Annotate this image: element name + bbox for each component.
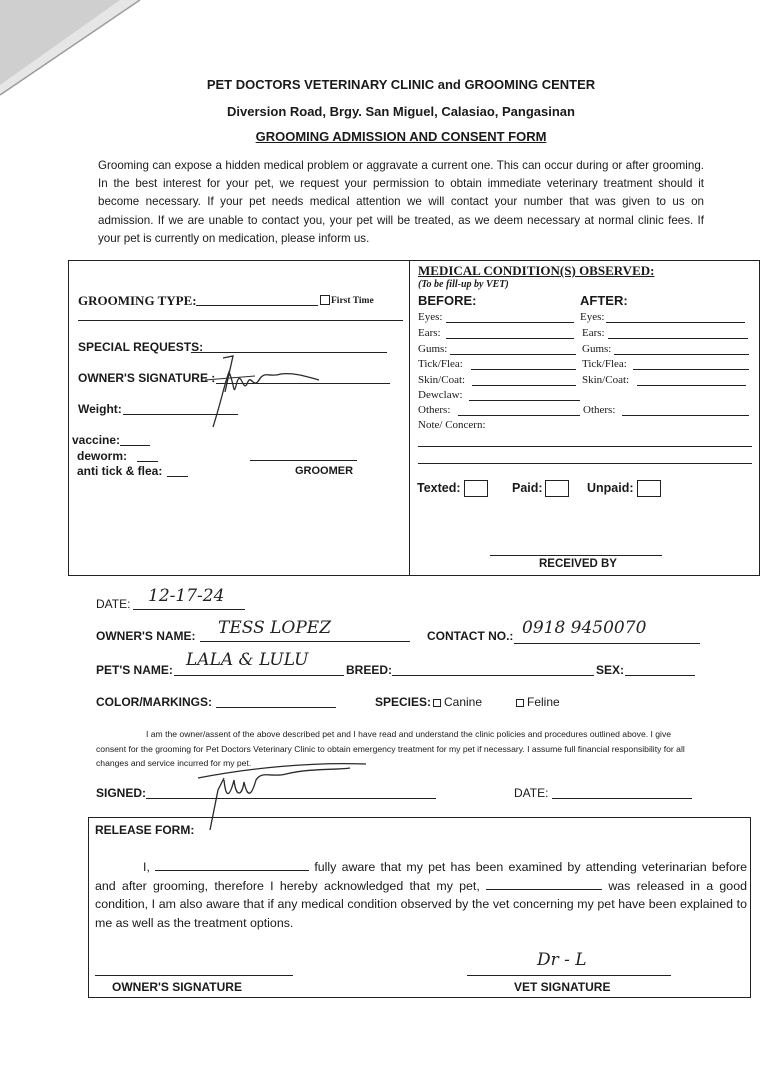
before-others-label: Others: <box>418 404 451 416</box>
release-pet-blank[interactable] <box>486 889 602 890</box>
contact-label: CONTACT NO.: <box>427 629 514 643</box>
after-ears-field[interactable] <box>608 338 748 339</box>
owner-signature-scribble <box>195 352 325 432</box>
unpaid-label: Unpaid: <box>587 481 634 495</box>
vet-signature-label: VET SIGNATURE <box>514 980 611 994</box>
before-ears-label: Ears: <box>418 327 441 339</box>
signed-label: SIGNED: <box>96 786 147 800</box>
release-owner-blank[interactable] <box>155 870 309 871</box>
groomer-label: GROOMER <box>295 465 354 477</box>
after-tick-label: Tick/Flea: <box>582 358 627 370</box>
after-heading: AFTER: <box>580 293 628 308</box>
signed-date-field[interactable] <box>552 798 692 799</box>
after-eyes-field[interactable] <box>606 322 745 323</box>
release-text-i: I, <box>143 860 150 874</box>
feline-label: Feline <box>527 695 560 709</box>
release-owner-signature-label: OWNER'S SIGNATURE <box>112 980 242 994</box>
deworm-label: deworm: <box>77 449 128 463</box>
before-eyes-label: Eyes: <box>418 311 443 323</box>
first-time-label: First Time <box>331 296 374 306</box>
texted-label: Texted: <box>417 481 461 495</box>
grooming-type-line-2[interactable] <box>78 320 403 321</box>
release-paragraph <box>95 858 747 932</box>
owner-name-value: TESS LOPEZ <box>218 618 332 638</box>
release-form-title: RELEASE FORM: <box>95 823 195 837</box>
after-eyes-label: Eyes: <box>580 311 605 323</box>
unpaid-checkbox[interactable] <box>637 480 661 497</box>
anti-tick-label: anti tick & flea: <box>77 464 163 478</box>
owner-name-label: OWNER'S NAME: <box>96 629 196 643</box>
weight-label: Weight: <box>78 402 122 416</box>
release-text-b: was released in a good condition, I am also aware that if any medical condition observed by the vet concerning my pet have been explained to me as well as the treatment options. <box>95 878 747 930</box>
sex-field[interactable] <box>625 675 695 676</box>
after-others-field[interactable] <box>622 415 749 416</box>
note-concern-label: Note/ Concern: <box>418 419 486 431</box>
note-line-2[interactable] <box>418 463 752 464</box>
species-label: SPECIES: <box>375 695 432 709</box>
before-dewclaw-field[interactable] <box>469 400 580 401</box>
date-label: DATE: <box>96 597 131 611</box>
panel-divider <box>409 261 410 575</box>
contact-field[interactable] <box>514 643 700 644</box>
before-eyes-field[interactable] <box>446 322 574 323</box>
received-by-label: RECEIVED BY <box>539 558 617 570</box>
owner-name-field[interactable] <box>200 641 410 642</box>
before-others-field[interactable] <box>458 415 580 416</box>
paid-checkbox[interactable] <box>545 480 569 497</box>
after-skin-label: Skin/Coat: <box>582 374 630 386</box>
color-markings-label: COLOR/MARKINGS: <box>96 695 212 709</box>
color-markings-field[interactable] <box>216 707 336 708</box>
paid-label: Paid: <box>512 481 543 495</box>
after-ears-label: Ears: <box>582 327 605 339</box>
contact-value: 0918 9450070 <box>522 618 647 638</box>
anti-tick-field[interactable] <box>167 476 188 477</box>
consent-paragraph: I am the owner/assent of the above described pet and I have read and understand the clinic policies and procedures outlined above. I give consent for the grooming for Pet Doctors Veterinary Clinic to obtain emergency treatment for my pet if necessary. I assume full financial responsibility for all changes and service incurred for my pet. <box>96 729 685 768</box>
before-skin-label: Skin/Coat: <box>418 374 466 386</box>
before-tick-field[interactable] <box>471 369 576 370</box>
vet-signature-line[interactable] <box>467 975 671 976</box>
clinic-address: Diversion Road, Brgy. San Miguel, Calasiao, Pangasinan <box>227 104 575 119</box>
after-skin-field[interactable] <box>637 385 746 386</box>
after-others-label: Others: <box>583 404 616 416</box>
texted-checkbox[interactable] <box>464 480 488 497</box>
vaccine-label: vaccine: <box>72 433 121 447</box>
received-by-line <box>490 555 662 556</box>
after-tick-field[interactable] <box>633 369 749 370</box>
before-gums-field[interactable] <box>450 354 576 355</box>
after-gums-field[interactable] <box>614 354 749 355</box>
sex-label: SEX: <box>596 663 625 677</box>
first-time-checkbox[interactable] <box>320 295 330 305</box>
canine-label: Canine <box>444 695 483 709</box>
vet-signature-value: Dr - L <box>537 950 587 970</box>
pet-name-value: LALA & LULU <box>186 650 309 670</box>
pet-name-field[interactable] <box>174 675 344 676</box>
before-gums-label: Gums: <box>418 343 448 355</box>
signed-field[interactable] <box>146 798 436 799</box>
deworm-field[interactable] <box>137 461 158 462</box>
release-owner-signature-line[interactable] <box>95 975 293 976</box>
vet-note: (To be fill-up by VET) <box>418 279 509 290</box>
date-value: 12-17-24 <box>148 586 225 606</box>
before-tick-label: Tick/Flea: <box>418 358 463 370</box>
after-gums-label: Gums: <box>582 343 612 355</box>
clinic-name: PET DOCTORS VETERINARY CLINIC and GROOMING CENTER <box>206 77 596 92</box>
pet-name-label: PET'S NAME: <box>96 663 173 677</box>
release-text-a: fully aware that my pet has been examined by attending veterinarian before and after grooming, therefore I hereby acknowledged that my pet, <box>95 860 747 893</box>
breed-field[interactable] <box>392 675 594 676</box>
date-field[interactable] <box>133 609 245 610</box>
signed-date-label: DATE: <box>514 786 549 800</box>
canine-checkbox[interactable] <box>433 699 441 707</box>
note-line-1[interactable] <box>418 446 752 447</box>
owner-signature-label: OWNER'S SIGNATURE : <box>78 371 216 385</box>
grooming-type-label: GROOMING TYPE: <box>78 293 197 308</box>
before-heading: BEFORE: <box>418 293 477 308</box>
before-ears-field[interactable] <box>446 338 574 339</box>
special-requests-label: SPECIAL REQUESTS: <box>78 340 204 354</box>
vaccine-field[interactable] <box>120 445 150 446</box>
form-title: GROOMING ADMISSION AND CONSENT FORM <box>255 129 547 144</box>
breed-label: BREED: <box>346 663 393 677</box>
before-dewclaw-label: Dewclaw: <box>418 389 463 401</box>
intro-paragraph: Grooming can expose a hidden medical problem or aggravate a current one. This can occur during or after grooming. In the best interest for your pet, we request your permission to obtain immediate veterinary treatment should it become necessary. If your pet needs medical attention we will contact your number that was given to us on admission. If we are unable to contact you, your pet will be treated, as we deem necessary at normal clinic fees. If your pet is currently on medication, please inform us. <box>98 159 704 245</box>
before-skin-field[interactable] <box>472 385 576 386</box>
feline-checkbox[interactable] <box>516 699 524 707</box>
scan-edge-artifact <box>0 0 140 110</box>
weight-field[interactable] <box>123 414 238 415</box>
grooming-type-field[interactable] <box>196 305 318 306</box>
groomer-line <box>250 460 357 461</box>
medical-condition-title: MEDICAL CONDITION(S) OBSERVED: <box>418 263 655 278</box>
